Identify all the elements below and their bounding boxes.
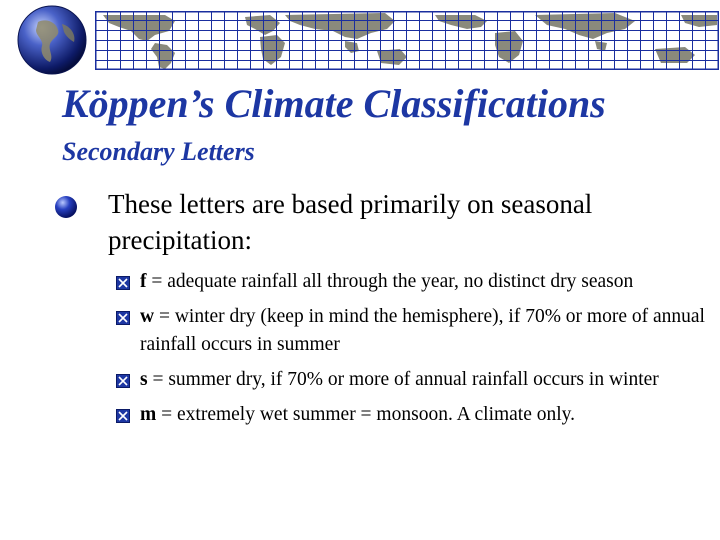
secondary-letter-list — [116, 268, 716, 436]
list-item-w — [116, 303, 716, 359]
slide-title: Köppen’s Climate Classifications — [62, 81, 606, 126]
x-box-bullet-icon — [116, 374, 130, 388]
list-item-s — [116, 366, 716, 394]
list-item-m — [116, 401, 716, 429]
letter-code: s — [140, 369, 148, 390]
x-box-bullet-icon — [116, 311, 130, 325]
world-map-banner — [95, 11, 719, 70]
letter-code: m — [140, 404, 157, 425]
letter-code: f — [140, 271, 147, 292]
letter-description: = adequate rainfall all through the year, no distinct dry season — [146, 271, 634, 292]
list-item-f — [116, 268, 716, 296]
intro-text: These letters are based primarily on seasonal precipitation: — [108, 189, 593, 255]
sphere-bullet-icon — [54, 195, 78, 219]
x-box-bullet-icon — [116, 276, 130, 290]
letter-description: = winter dry (keep in mind the hemisphere), if 70% or more of annual rainfall occurs in summer — [140, 306, 705, 355]
letter-description: = extremely wet summer = monsoon. A climate only. — [156, 404, 576, 425]
letter-code: w — [140, 306, 155, 327]
slide-subtitle: Secondary Letters — [62, 137, 255, 166]
globe-icon — [16, 4, 88, 76]
x-box-bullet-icon — [116, 409, 130, 423]
letter-description: = summer dry, if 70% or more of annual rainfall occurs in winter — [147, 369, 659, 390]
